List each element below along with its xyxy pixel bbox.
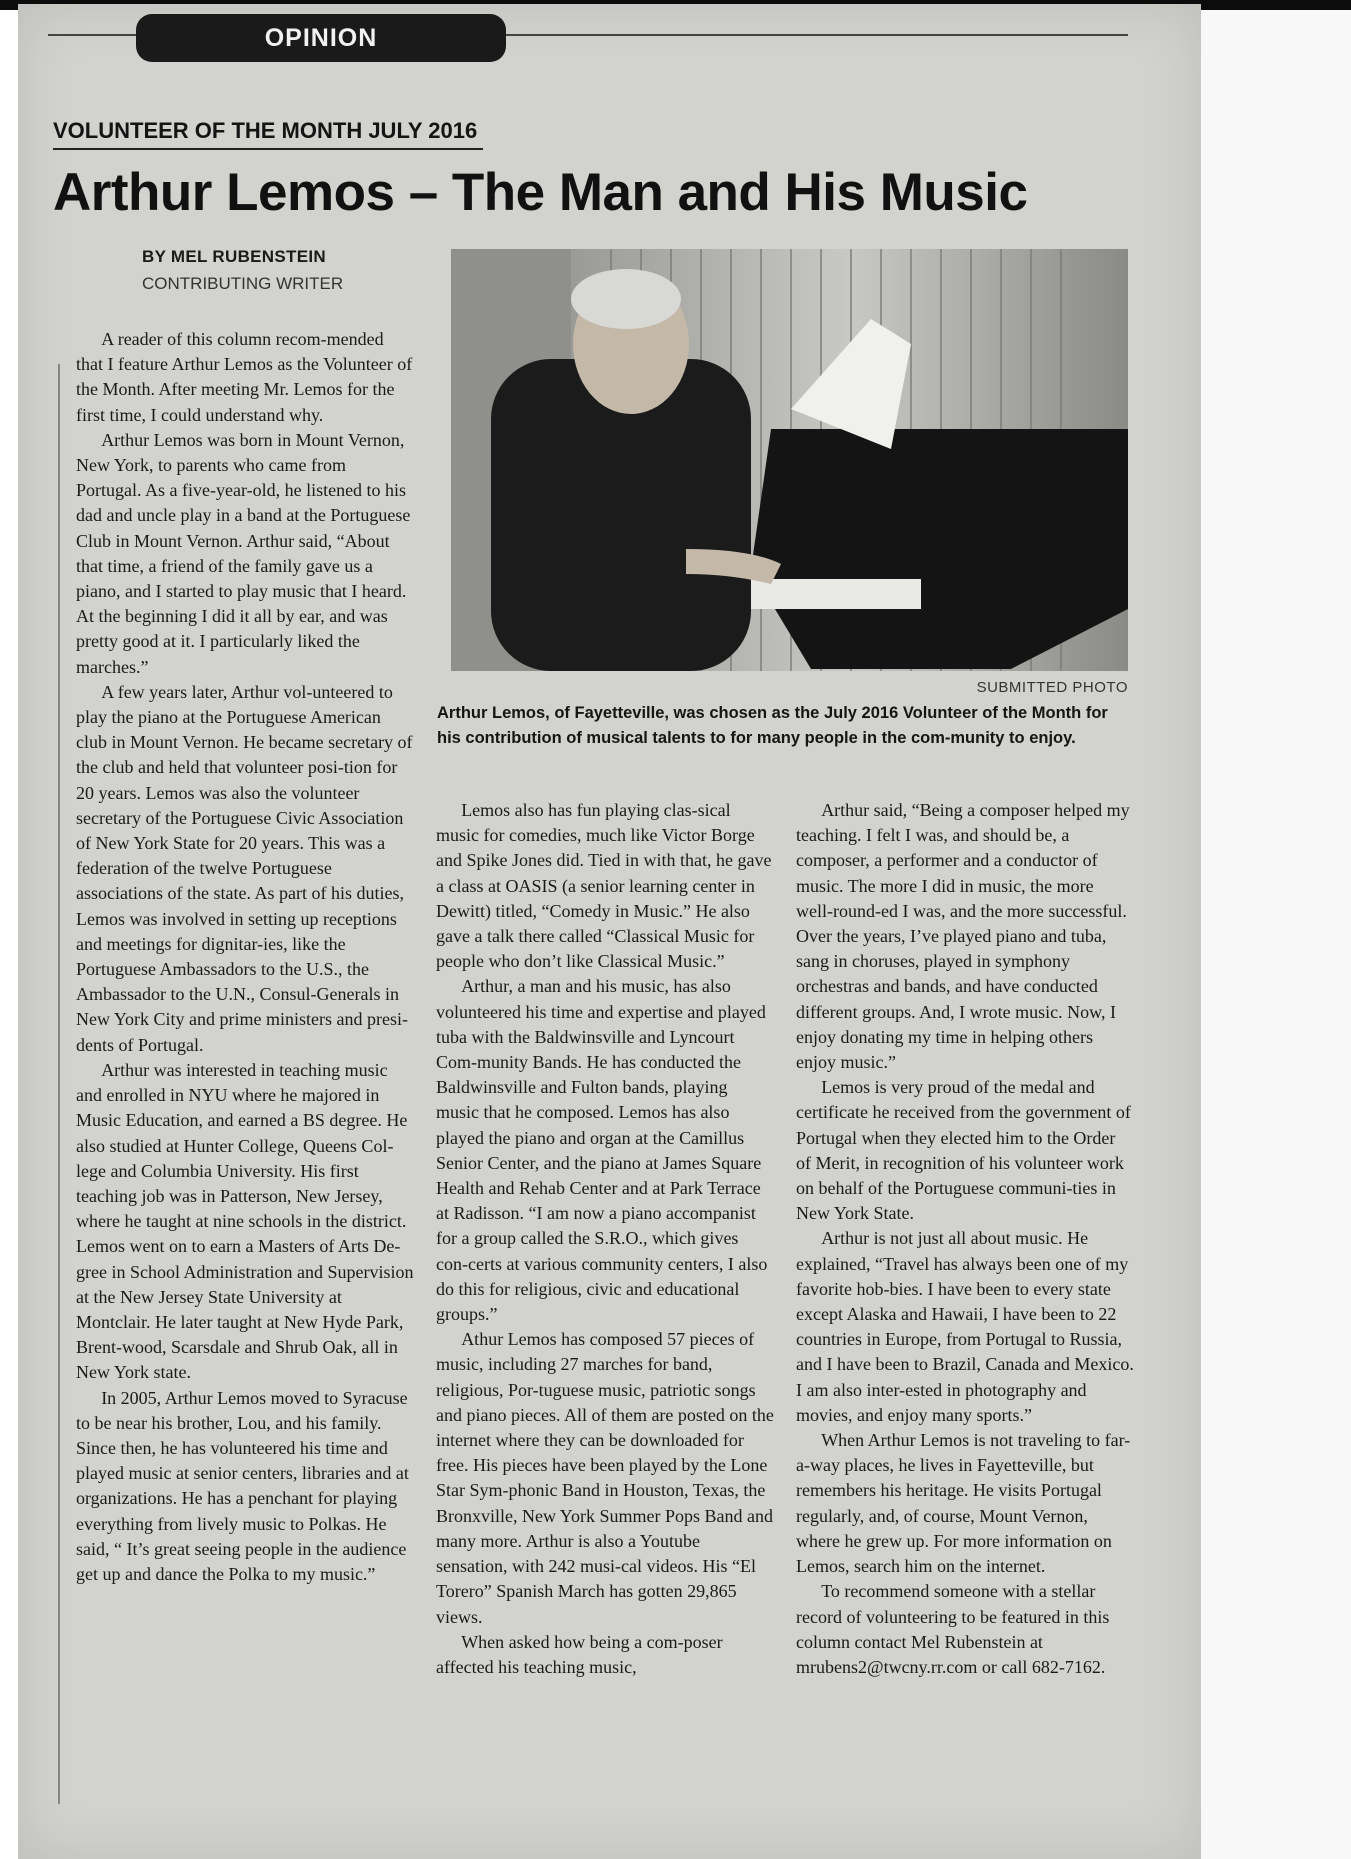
column-rule <box>58 364 60 1804</box>
newspaper-page <box>18 4 1201 1859</box>
paragraph: To recommend someone with a stellar record of volunteering to be featured in this column contact Mel Rubenstein at mrubens2@twcny.rr.com or call 682-7162. <box>796 1581 1110 1677</box>
article-column-3 <box>796 798 1134 1680</box>
paragraph: Arthur is not just all about music. He explained, “Travel has always been one of my favorite hob-bies. I have been to every state except Alaska and Hawaii, I have been to 22 countries in Europe, from Portugal to Russia, and I have been to Brazil, Canada and Mexico. I am also inter-ested in photography and movies, and enjoy many sports.” <box>796 1228 1134 1425</box>
photo-caption: Arthur Lemos, of Fayetteville, was chosen as the July 2016 Volunteer of the Month for his contribution of musical talents to for many people in the com-munity to enjoy. <box>437 704 1108 747</box>
headline: Arthur Lemos – The Man and His Music <box>53 163 1028 222</box>
paragraph: Athur Lemos has composed 57 pieces of music, including 27 marches for band, religious, Por-tuguese music, patriotic songs and piano pieces. All of them are posted on the internet where they can be downloaded for free. His pieces have been played by the Lone Star Sym-phonic Band in Houston, Texas, the Bronxville, New York Summer Pops Band and many more. Arthur is also a Youtube sensation, with 242 musi-cal videos. His “El Torero” Spanish March has gotten 29,865 views. <box>436 1329 774 1627</box>
paragraph: When Arthur Lemos is not traveling to far-a-way places, he lives in Fayetteville, but remembers his heritage. He visits Portugal regularly, and, of course, Mount Vernon, where he grew up. For more information on Lemos, search him on the internet. <box>796 1430 1131 1577</box>
paragraph: A reader of this column recom-mended that I feature Arthur Lemos as the Volunteer of the Month. After meeting Mr. Lemos for the first time, I could understand why. <box>76 329 413 425</box>
paragraph: A few years later, Arthur vol-unteered to play the piano at the Portuguese American club in Mount Vernon. He became secretary of the club and held that volunteer posi-tion for 20 years. Lemos was also the volunteer secretary of the Portuguese Civic Association of New York State for 20 years. This was a federation of the twelve Portuguese associations of the state. As part of his duties, Lemos was involved in setting up receptions and meetings for dignitar-ies, like the Portuguese Ambassadors to the U.S., the Ambassador to the U.N., Consul-Generals in New York City and prime ministers and presi-dents of Portugal. <box>76 681 413 1055</box>
photo-pianist-illustration <box>451 249 1128 671</box>
section-label: OPINION <box>136 14 506 62</box>
paragraph: Arthur was interested in teaching music and enrolled in NYU where he majored in Music Education, and earned a BS degree. He also studied at Hunter College, Queens Col-lege and Columbia University. His first teaching job was in Patterson, New Jersey, where he taught at nine schools in the district. Lemos went on to earn a Masters of Arts De-gree in School Administration and Supervision at the New Jersey State University at Montclair. He later taught at New Hyde Park, Brent-wood, Scarsdale and Shrub Oak, all in New York state. <box>76 1059 414 1383</box>
paragraph: In 2005, Arthur Lemos moved to Syracuse to be near his brother, Lou, and his family. Since then, he has volunteered his time and played music at senior centers, libraries and at organizations. He has a penchant for playing everything from lively music to Polkas. He said, “ It’s great seeing people in the audience get up and dance the Polka to my music.” <box>76 1387 409 1584</box>
article-photo <box>451 249 1128 671</box>
paragraph: Lemos is very proud of the medal and certificate he received from the government of Portugal when they elected him to the Order of Merit, in recognition of his volunteer work on behalf of the Portuguese communi-ties in New York State. <box>796 1077 1131 1224</box>
photo-credit: SUBMITTED PHOTO <box>976 679 1128 696</box>
paragraph: Arthur said, “Being a composer helped my teaching. I felt I was, and should be, a composer, a performer and a conductor of music. The more I did in music, the more well-round-ed I was, and the more successful. Over the years, I’ve played piano and tuba, sang in choruses, played in symphony orchestras and bands, and have conducted different groups. And, I wrote music. Now, I enjoy donating my time in helping others enjoy music.” <box>796 800 1130 1073</box>
paragraph: Lemos also has fun playing clas-sical music for comedies, much like Victor Borge and Spike Jones did. Tied in with that, he gave a class at OASIS (a senior learning center in Dewitt) titled, “Comedy in Music.” He also gave a talk there called “Classical Music for people who don’t like Classical Music.” <box>436 800 772 972</box>
article-column-2 <box>436 798 774 1680</box>
byline <box>142 247 343 294</box>
scan-right-margin <box>1201 10 1351 1859</box>
article-column-1 <box>76 327 414 1587</box>
byline-role: CONTRIBUTING WRITER <box>142 274 344 293</box>
paragraph: Arthur Lemos was born in Mount Vernon, New York, to parents who came from Portugal. As a five-year-old, he listened to his dad and uncle play in a band at the Portuguese Club in Mount Vernon. Arthur said, “About that time, a friend of the family gave us a piano, and I started to play music that I heard. At the beginning I did it all by ear, and was pretty good at it. I particularly liked the marches.” <box>76 429 411 677</box>
paragraph: When asked how being a com-poser affected his teaching music, <box>436 1631 723 1677</box>
paragraph: Arthur, a man and his music, has also volunteered his time and expertise and played tuba with the Baldwinsville and Lyncourt Com-munity Bands. He has conducted the Baldwinsville and Fulton bands, playing music that he composed. Lemos has also played the piano and organ at the Camillus Senior Center, and the piano at James Square Health and Rehab Center and at Park Terrace at Radisson. “I am now a piano accompanist for a group called the S.R.O., which gives con-certs at various community centers, I also do this for religious, civic and educational groups.” <box>436 976 768 1325</box>
kicker: VOLUNTEER OF THE MONTH JULY 2016 <box>53 118 483 150</box>
byline-author: BY MEL RUBENSTEIN <box>142 247 326 266</box>
